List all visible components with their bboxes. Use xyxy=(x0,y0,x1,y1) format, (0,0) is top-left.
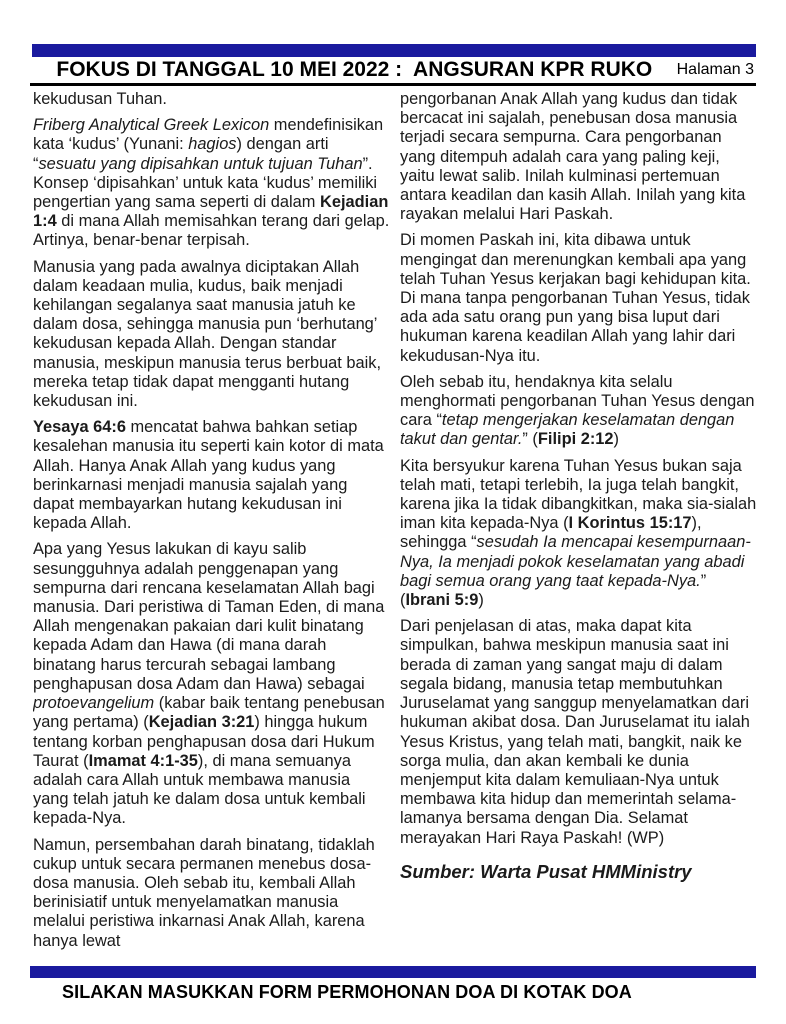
page-number-label: Halaman 3 xyxy=(676,61,754,78)
footer-accent-bar xyxy=(30,966,756,978)
header-divider-rule xyxy=(30,83,756,86)
body-paragraph: Di momen Paskah ini, kita dibawa untuk mengingat dan merenungkan kembali apa yang telah Tuhan Yesus kerjakan bagi kehidupan kita. Di mana tanpa pengorbanan Tuhan Yesus, tidak ada ada satu orang pun yang bisa luput dari hukuman karena keadilan Allah yang lahir dari kekudusan-Nya itu. xyxy=(400,231,751,365)
body-paragraph: Kita bersyukur karena Tuhan Yesus bukan saja telah mati, tetapi terlebih, Ia juga telah bangkit, karena jika Ia tidak dibangkitkan, maka sia-sialah iman kita kepada-Nya (I Korintus 15:17), sehingga “sesudah Ia mencapai kesempurnaan-Nya, Ia menjadi pokok keselamatan yang abadi bagi semua orang yang taat kepada-Nya.” (Ibrani 5:9) xyxy=(400,456,757,610)
header-accent-bar xyxy=(32,44,756,57)
body-paragraph: kekudusan Tuhan. xyxy=(33,90,167,108)
footer-announcement: SILAKAN MASUKKAN FORM PERMOHONAN DOA DI KOTAK DOA xyxy=(62,982,632,1002)
body-paragraph: Dari penjelasan di atas, maka dapat kita simpulkan, bahwa meskipun manusia saat ini berada di zaman yang sangat maju di dalam segala bidang, manusia tetap membutuhkan Juruselamat yang sanggup menyelamatkan dari hukuman akibat dosa. Dan Juruselamat itu ialah Yesus Kristus, yang telah mati, bangkit, naik ke sorga mulia, dan akan kembali ke dunia menjemput kita dalam kemuliaan-Nya untuk membawa kita hidup dan memerintah selama-lamanya bersama dengan Dia. Selamat merayakan Hari Raya Paskah! (WP) xyxy=(400,617,750,847)
page-header xyxy=(32,57,756,83)
body-paragraph: Apa yang Yesus lakukan di kayu salib sesungguhnya adalah penggenapan yang sempurna dari rencana keselamatan Allah bagi manusia. Dari peristiwa di Taman Eden, di mana Allah mengenakan pakaian dari kulit binatang kepada Adam dan Hawa (di mana darah binatang harus tercurah sebagai lambang penghapusan dosa Adam dan Hawa) sebagai protoevangelium (kabar baik tentang penebusan yang pertama) (Kejadian 3:21) hingga hukum tentang korban penghapusan dosa dari Hukum Taurat (Imamat 4:1-35), di mana semuanya adalah cara Allah untuk membawa manusia yang telah jatuh ke dalam dosa untuk kembali kepada-Nya. xyxy=(33,540,385,828)
body-paragraph: Yesaya 64:6 mencatat bahwa bahkan setiap kesalehan manusia itu seperti kain kotor di mata Allah. Hanya Anak Allah yang kudus yang berinkarnasi menjadi manusia sajalah yang dapat membayarkan hutang kekudusan ini kepada Allah. xyxy=(33,418,384,533)
left-column xyxy=(33,90,390,966)
body-paragraph: pengorbanan Anak Allah yang kudus dan tidak bercacat ini sajalah, penebusan dosa manusia terjadi secara sempurna. Cara pengorbanan yang ditempuh adalah cara yang paling keji, yaitu lewat salib. Inilah kulminasi pertemuan antara keadilan dan kasih Allah. Inilah yang kita rayakan melalui Hari Paskah. xyxy=(400,90,746,224)
right-column xyxy=(400,90,757,966)
body-paragraph: Friberg Analytical Greek Lexicon mendefinisikan kata ‘kudus’ (Yunani: hagios) dengan arti “sesuatu yang dipisahkan untuk tujuan Tuhan”. Konsep ‘dipisahkan’ untuk kata ‘kudus’ memiliki pengertian yang sama seperti di dalam Kejadian 1:4 di mana Allah memisahkan terang dari gelap. Artinya, benar-benar terpisah. xyxy=(33,116,390,250)
body-paragraph: Manusia yang pada awalnya diciptakan Allah dalam keadaan mulia, kudus, baik menjadi kehilangan segalanya saat manusia jatuh ke dalam dosa, sehingga manusia pun ‘berhutang’ kekudusan kepada Allah. Dengan standar manusia, meskipun manusia terus berbuat baik, mereka tetap tidak dapat mengganti hutang kekudusan ini. xyxy=(33,257,382,411)
body-paragraph: Oleh sebab itu, hendaknya kita selalu menghormati pengorbanan Tuhan Yesus dengan cara “tetap mengerjakan keselamatan dengan takut dan gentar.” (Filipi 2:12) xyxy=(400,372,755,449)
source-credit: Sumber: Warta Pusat HMMinistry xyxy=(400,860,692,882)
article-body xyxy=(33,90,757,966)
focus-title: FOKUS DI TANGGAL 10 MEI 2022 : ANGSURAN KPR RUKO xyxy=(56,58,653,81)
body-paragraph: Namun, persembahan darah binatang, tidaklah cukup untuk secara permanen menebus dosa-dosa manusia. Oleh sebab itu, kembali Allah berinisiatif untuk menyelamatkan manusia melalui peristiwa inkarnasi Anak Allah, karena hanya lewat xyxy=(33,835,375,950)
